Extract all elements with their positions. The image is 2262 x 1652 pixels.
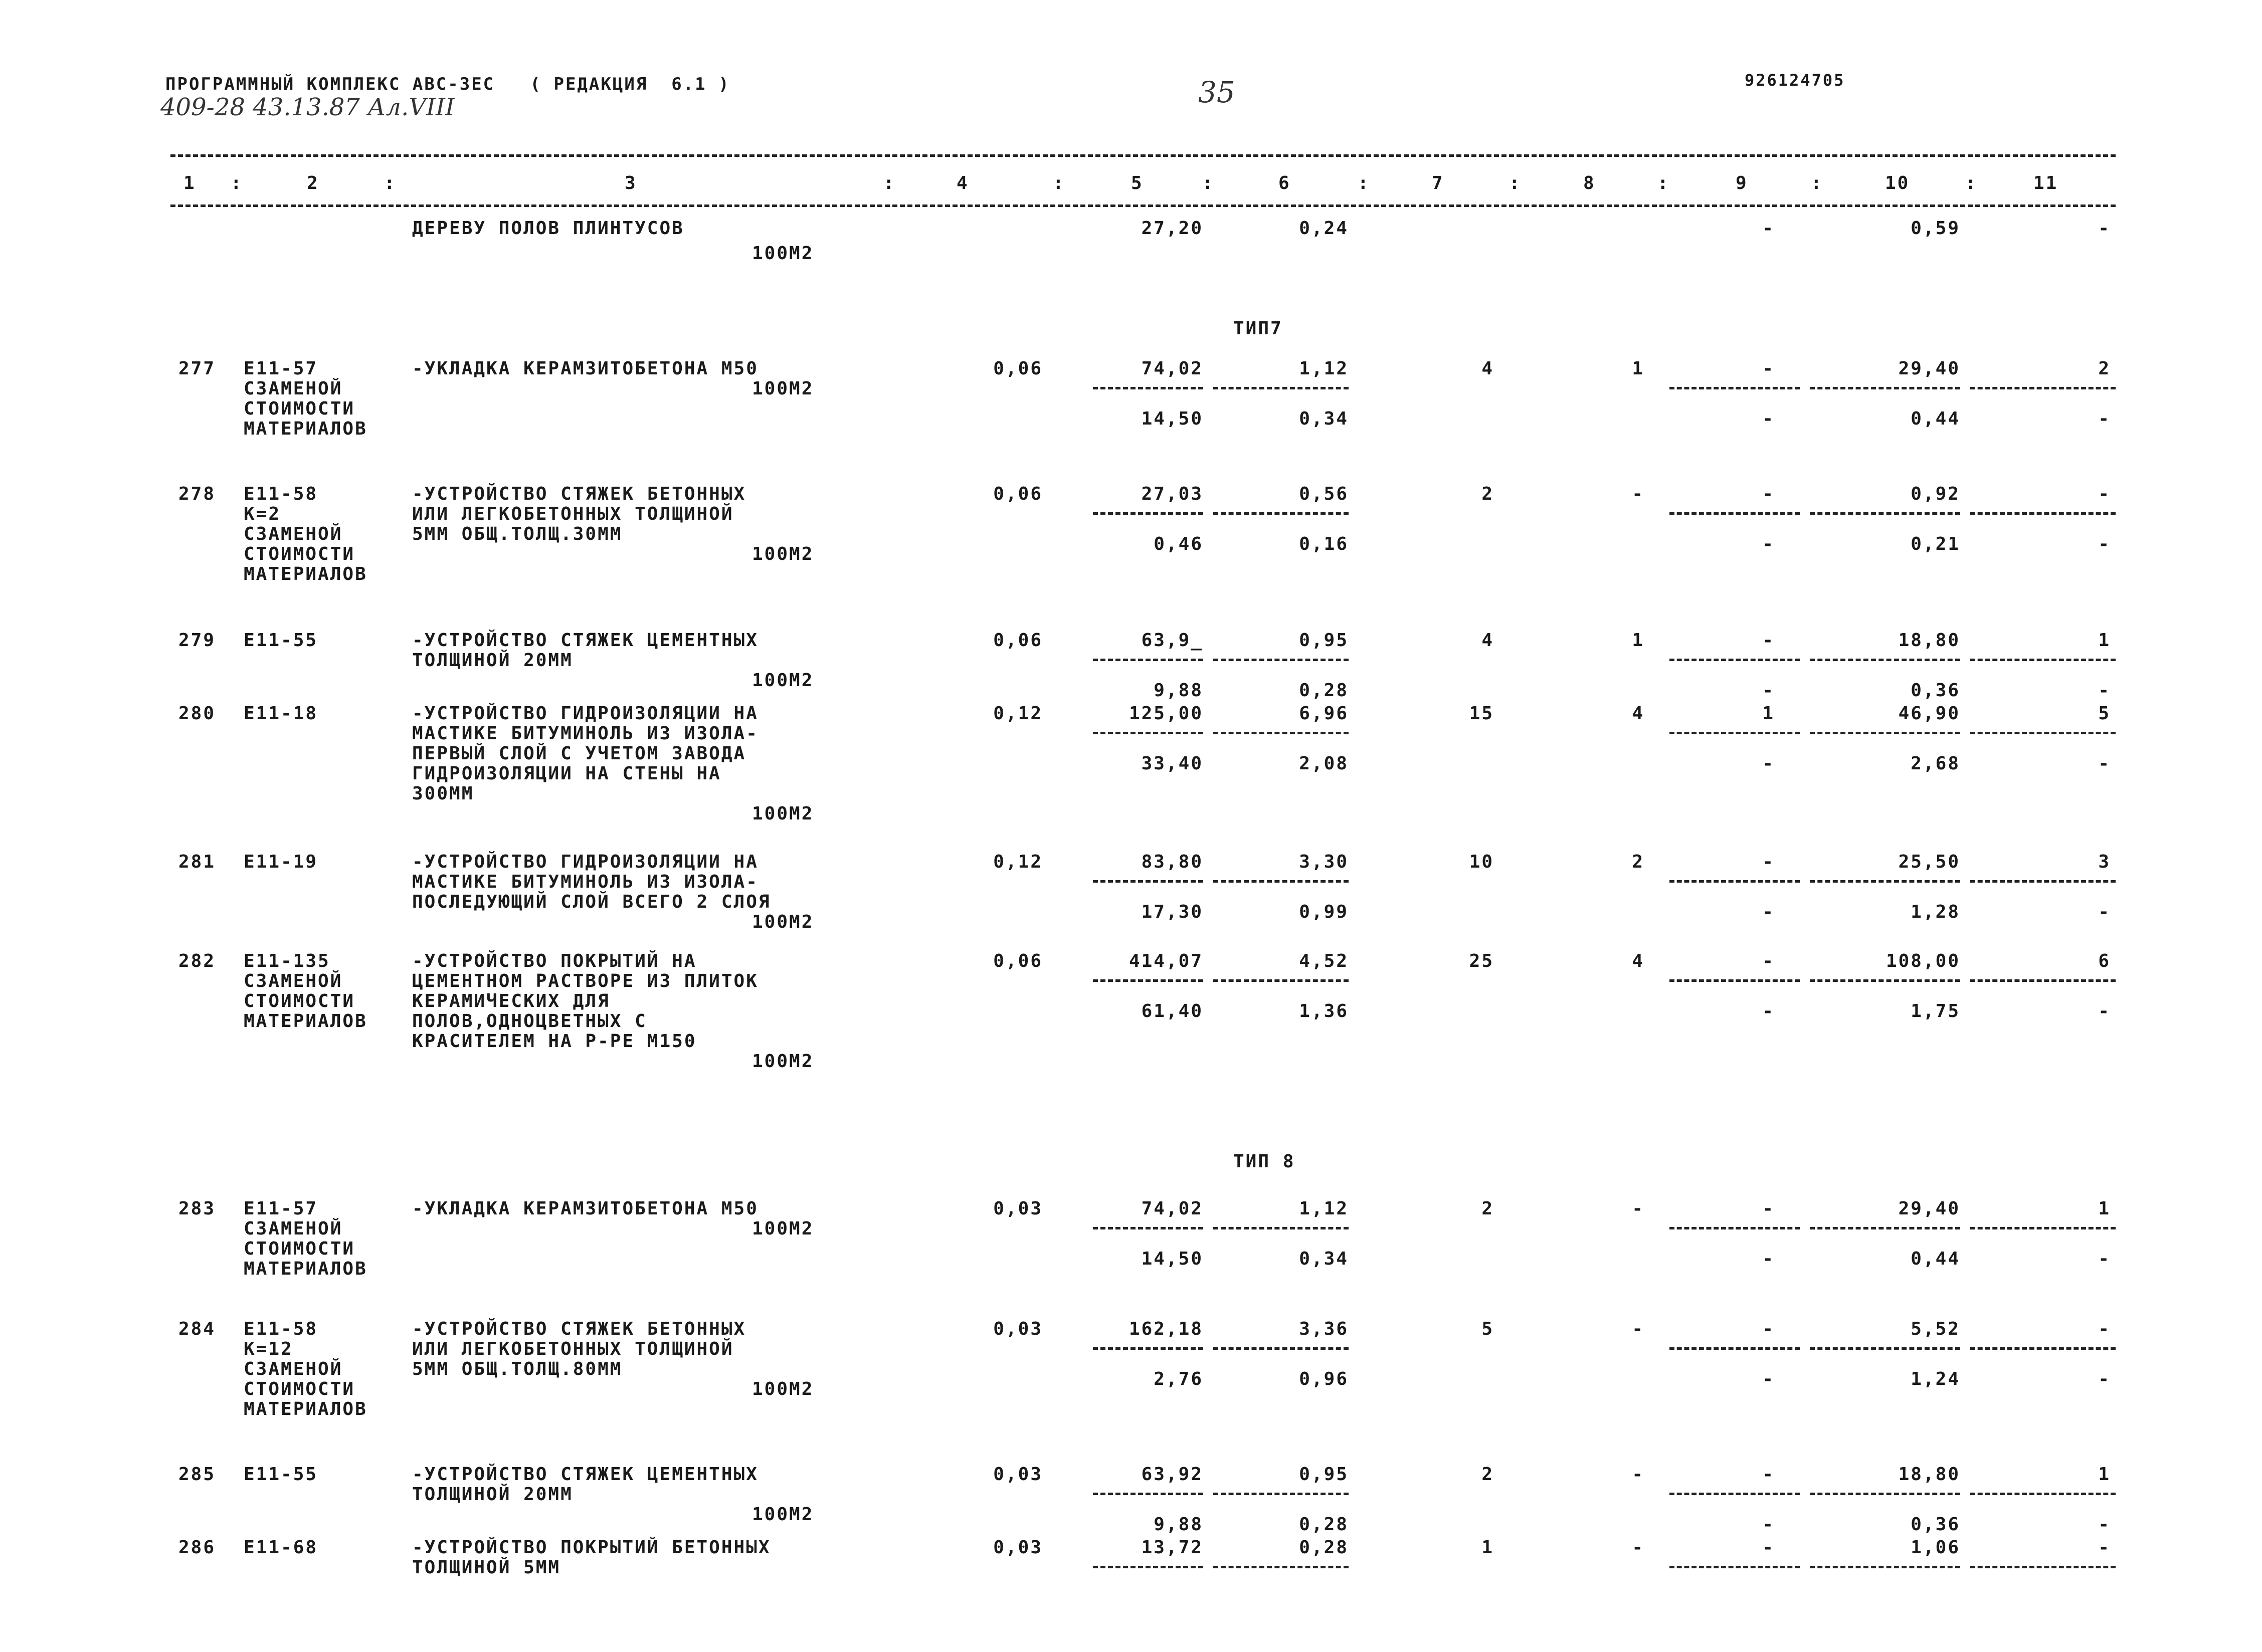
cell-c9: - bbox=[1762, 852, 1775, 872]
cell-c9: - bbox=[1762, 484, 1775, 504]
cell-c6-material: 0,28 bbox=[1299, 1514, 1349, 1535]
cell-c10-material: 0,44 bbox=[1911, 1249, 1960, 1269]
row-code: Е11-58 bbox=[244, 484, 318, 504]
value-separator bbox=[1213, 1566, 1349, 1568]
row-description-line: -УСТРОЙСТВО ПОКРЫТИЙ БЕТОННЫХ bbox=[412, 1537, 771, 1558]
cell-c8: 1 bbox=[1632, 630, 1644, 651]
cell-c9: - bbox=[1762, 1319, 1775, 1339]
row-code: Е11-135 bbox=[244, 951, 330, 971]
header-rule-bottom bbox=[170, 204, 2116, 207]
row-description-line: ГИДРОИЗОЛЯЦИИ НА СТЕНЫ НА bbox=[412, 763, 721, 784]
row-description-line: ТОЛЩИНОЙ 20ММ bbox=[412, 650, 573, 671]
value-separator bbox=[1213, 387, 1349, 389]
cell-c5: 74,02 bbox=[1141, 358, 1203, 379]
cell-c7: 25 bbox=[1469, 951, 1494, 971]
cell-c10-material: 1,24 bbox=[1911, 1369, 1960, 1389]
row-unit: 100М2 bbox=[752, 1504, 814, 1525]
cell-c5: 27,03 bbox=[1141, 484, 1203, 504]
cell-c8: - bbox=[1632, 1464, 1644, 1485]
cell-c5-material: 9,88 bbox=[1154, 1514, 1203, 1535]
cell-c9-material: - bbox=[1762, 1514, 1775, 1535]
value-separator bbox=[1669, 1566, 1800, 1568]
value-separator bbox=[1093, 1566, 1203, 1568]
cell-c5: 414,07 bbox=[1128, 951, 1203, 971]
cell-c11-material: - bbox=[2098, 1249, 2111, 1269]
row-code-note: С3АМЕНОЙ bbox=[244, 971, 343, 991]
row-unit: 100М2 bbox=[752, 912, 814, 932]
cell-c6: 0,28 bbox=[1299, 1537, 1349, 1558]
row-number: 281 bbox=[178, 852, 216, 872]
value-separator bbox=[1970, 1493, 2116, 1495]
value-separator bbox=[1810, 1347, 1960, 1350]
cell-c7: 5 bbox=[1481, 1319, 1494, 1339]
row-description-line: ИЛИ ЛЕГКОБЕТОННЫХ ТОЛЩИНОЙ bbox=[412, 1339, 734, 1359]
col-sep: : bbox=[1053, 173, 1065, 193]
cell-c11-material: - bbox=[2098, 753, 2111, 774]
cell-c4: 0,06 bbox=[993, 630, 1043, 651]
cell-c10-material: 0,36 bbox=[1911, 680, 1960, 701]
cell-c5: 83,80 bbox=[1141, 852, 1203, 872]
cell-c9-material: - bbox=[1762, 680, 1775, 701]
cell-c5: 63,92 bbox=[1141, 1464, 1203, 1485]
value-separator bbox=[1093, 1347, 1203, 1350]
cell-c10: 25,50 bbox=[1898, 852, 1960, 872]
value-separator bbox=[1669, 512, 1800, 515]
row-code-note: МАТЕРИАЛОВ bbox=[244, 1259, 367, 1279]
row-code-note: МАТЕРИАЛОВ bbox=[244, 419, 367, 439]
cell-c5-material: 61,40 bbox=[1141, 1001, 1203, 1021]
cell-c4: 0,12 bbox=[993, 852, 1043, 872]
row-unit: 100М2 bbox=[752, 1379, 814, 1399]
cell-c9: 1 bbox=[1762, 703, 1775, 724]
cell-c4: 0,06 bbox=[993, 358, 1043, 379]
cell-c6-material: 0,16 bbox=[1299, 534, 1349, 554]
value-separator bbox=[1093, 512, 1203, 515]
cell-c10-material: 0,21 bbox=[1911, 534, 1960, 554]
row-unit: 100М2 bbox=[752, 670, 814, 691]
page-number: 35 bbox=[1198, 75, 1235, 109]
row-code: Е11-58 bbox=[244, 1319, 318, 1339]
value-separator bbox=[1669, 1493, 1800, 1495]
value-separator bbox=[1810, 979, 1960, 982]
row-description-line: -УСТРОЙСТВО ГИДРОИЗОЛЯЦИИ НА bbox=[412, 703, 759, 724]
cell-c5-material: 9,88 bbox=[1154, 680, 1203, 701]
cell-c6-material: 0,99 bbox=[1299, 902, 1349, 922]
value-separator bbox=[1970, 1347, 2116, 1350]
cell-c8: - bbox=[1632, 1198, 1644, 1219]
row-description-line: -УСТРОЙСТВО ПОКРЫТИЙ НА bbox=[412, 951, 697, 971]
value-separator bbox=[1093, 979, 1203, 982]
value-separator bbox=[1970, 512, 2116, 515]
cell-c10: 1,06 bbox=[1911, 1537, 1960, 1558]
row-description-line: КЕРАМИЧЕСКИХ ДЛЯ bbox=[412, 991, 610, 1011]
cell-c7: 4 bbox=[1481, 630, 1494, 651]
cell-c5: 13,72 bbox=[1141, 1537, 1203, 1558]
value-separator bbox=[1810, 512, 1960, 515]
cell-c6: 0,24 bbox=[1299, 218, 1349, 239]
cell-c9: - bbox=[1762, 358, 1775, 379]
cell-c6: 1,12 bbox=[1299, 358, 1349, 379]
cell-c5-material: 0,46 bbox=[1154, 534, 1203, 554]
row-code-note: СТОИМОСТИ bbox=[244, 991, 355, 1011]
col-2: 2 bbox=[307, 173, 319, 193]
cell-c9: - bbox=[1762, 218, 1775, 239]
value-separator bbox=[1669, 979, 1800, 982]
cell-c7: 2 bbox=[1481, 484, 1494, 504]
cell-c11: 5 bbox=[2098, 703, 2111, 724]
cell-c8: 4 bbox=[1632, 951, 1644, 971]
col-6: 6 bbox=[1278, 173, 1291, 193]
row-description-line: -УСТРОЙСТВО СТЯЖЕК ЦЕМЕНТНЫХ bbox=[412, 630, 759, 651]
value-separator bbox=[1093, 732, 1203, 734]
row-code-note: МАТЕРИАЛОВ bbox=[244, 1399, 367, 1419]
row-description-line: ПОЛОВ,ОДНОЦВЕТНЫХ С bbox=[412, 1011, 647, 1031]
value-separator bbox=[1213, 1493, 1349, 1495]
col-4: 4 bbox=[957, 173, 969, 193]
cell-c11-material: - bbox=[2098, 680, 2111, 701]
cell-c10: 0,92 bbox=[1911, 484, 1960, 504]
cell-c11: 1 bbox=[2098, 1198, 2111, 1219]
cell-c6: 3,30 bbox=[1299, 852, 1349, 872]
row-code-note: К=2 bbox=[244, 504, 281, 524]
value-separator bbox=[1669, 659, 1800, 661]
value-separator bbox=[1213, 512, 1349, 515]
row-description-line: -УСТРОЙСТВО СТЯЖЕК БЕТОННЫХ bbox=[412, 1319, 746, 1339]
col-5: 5 bbox=[1131, 173, 1144, 193]
row-code: Е11-18 bbox=[244, 703, 318, 724]
cell-c9: - bbox=[1762, 1464, 1775, 1485]
row-unit: 100М2 bbox=[752, 243, 814, 264]
col-sep: : bbox=[1358, 173, 1370, 193]
value-separator bbox=[1093, 1227, 1203, 1229]
value-separator bbox=[1093, 880, 1203, 883]
cell-c7: 10 bbox=[1469, 852, 1494, 872]
row-number: 282 bbox=[178, 951, 216, 971]
row-description-line: ТОЛЩИНОЙ 5ММ bbox=[412, 1557, 561, 1578]
col-sep: : bbox=[384, 173, 397, 193]
cell-c4: 0,03 bbox=[993, 1319, 1043, 1339]
cell-c5: 74,02 bbox=[1141, 1198, 1203, 1219]
cell-c9: - bbox=[1762, 951, 1775, 971]
row-code-note: С3АМЕНОЙ bbox=[244, 378, 343, 399]
row-code: Е11-55 bbox=[244, 630, 318, 651]
value-separator bbox=[1213, 880, 1349, 883]
col-sep: : bbox=[1657, 173, 1670, 193]
row-number: 285 bbox=[178, 1464, 216, 1485]
value-separator bbox=[1093, 387, 1203, 389]
cell-c6-material: 0,28 bbox=[1299, 680, 1349, 701]
cell-c11-material: - bbox=[2098, 902, 2111, 922]
cell-c9: - bbox=[1762, 630, 1775, 651]
col-sep: : bbox=[883, 173, 896, 193]
cell-c5: 125,00 bbox=[1128, 703, 1203, 724]
cell-c10: 29,40 bbox=[1898, 1198, 1960, 1219]
cell-c10-material: 1,28 bbox=[1911, 902, 1960, 922]
cell-c4: 0,03 bbox=[993, 1537, 1043, 1558]
value-separator bbox=[1669, 880, 1800, 883]
row-code-note: С3АМЕНОЙ bbox=[244, 1218, 343, 1239]
cell-c6: 0,56 bbox=[1299, 484, 1349, 504]
cell-c8: 1 bbox=[1632, 358, 1644, 379]
cell-c9: - bbox=[1762, 1198, 1775, 1219]
row-number: 283 bbox=[178, 1198, 216, 1219]
row-description-line: ЦЕМЕНТНОМ РАСТВОРЕ ИЗ ПЛИТОК bbox=[412, 971, 759, 991]
col-sep: : bbox=[1202, 173, 1215, 193]
cell-c6: 0,95 bbox=[1299, 630, 1349, 651]
row-unit: 100М2 bbox=[752, 378, 814, 399]
value-separator bbox=[1093, 659, 1203, 661]
row-description-line: 5ММ ОБЩ.ТОЛЩ.30ММ bbox=[412, 524, 623, 544]
value-separator bbox=[1810, 732, 1960, 734]
col-8: 8 bbox=[1583, 173, 1596, 193]
cell-c9-material: - bbox=[1762, 1249, 1775, 1269]
col-sep: : bbox=[1509, 173, 1522, 193]
value-separator bbox=[1970, 732, 2116, 734]
row-description-line: ПОСЛЕДУЮЩИЙ СЛОЙ ВСЕГО 2 СЛОЯ bbox=[412, 892, 771, 912]
row-description-line: ТОЛЩИНОЙ 20ММ bbox=[412, 1484, 573, 1505]
row-number: 280 bbox=[178, 703, 216, 724]
row-code: Е11-57 bbox=[244, 1198, 318, 1219]
cell-c11-material: - bbox=[2098, 1514, 2111, 1535]
value-separator bbox=[1810, 880, 1960, 883]
row-unit: 100М2 bbox=[752, 1051, 814, 1072]
row-code: Е11-55 bbox=[244, 1464, 318, 1485]
value-separator bbox=[1970, 979, 2116, 982]
col-10: 10 bbox=[1885, 173, 1910, 193]
cell-c9: - bbox=[1762, 1537, 1775, 1558]
cell-c11-material: - bbox=[2098, 408, 2111, 429]
row-description: ДЕРЕВУ ПОЛОВ ПЛИНТУСОВ bbox=[412, 218, 684, 239]
row-unit: 100М2 bbox=[752, 544, 814, 564]
row-description-line: -УСТРОЙСТВО СТЯЖЕК БЕТОННЫХ bbox=[412, 484, 746, 504]
cell-c9-material: - bbox=[1762, 1001, 1775, 1021]
row-number: 284 bbox=[178, 1319, 216, 1339]
cell-c6: 0,95 bbox=[1299, 1464, 1349, 1485]
cell-c4: 0,03 bbox=[993, 1464, 1043, 1485]
row-description-line: -УСТРОЙСТВО ГИДРОИЗОЛЯЦИИ НА bbox=[412, 852, 759, 872]
cell-c5: 162,18 bbox=[1128, 1319, 1203, 1339]
row-description-line: -УСТРОЙСТВО СТЯЖЕК ЦЕМЕНТНЫХ bbox=[412, 1464, 759, 1485]
cell-c5-material: 14,50 bbox=[1141, 1249, 1203, 1269]
cell-c9-material: - bbox=[1762, 753, 1775, 774]
row-description-line: МАСТИКЕ БИТУМИНОЛЬ ИЗ ИЗОЛА- bbox=[412, 872, 759, 892]
cell-c10-material: 1,75 bbox=[1911, 1001, 1960, 1021]
cell-c6: 3,36 bbox=[1299, 1319, 1349, 1339]
cell-c7: 15 bbox=[1469, 703, 1494, 724]
cell-c6-material: 0,34 bbox=[1299, 1249, 1349, 1269]
cell-c8: 4 bbox=[1632, 703, 1644, 724]
cell-c11-material: - bbox=[2098, 1001, 2111, 1021]
value-separator bbox=[1970, 659, 2116, 661]
row-unit: 100М2 bbox=[752, 1218, 814, 1239]
value-separator bbox=[1970, 387, 2116, 389]
cell-c11: 1 bbox=[2098, 630, 2111, 651]
value-separator bbox=[1970, 1227, 2116, 1229]
row-description-line: МАСТИКЕ БИТУМИНОЛЬ ИЗ ИЗОЛА- bbox=[412, 723, 759, 744]
col-sep: : bbox=[1811, 173, 1823, 193]
cell-c4: 0,12 bbox=[993, 703, 1043, 724]
col-7: 7 bbox=[1432, 173, 1444, 193]
cell-c10: 0,59 bbox=[1911, 218, 1960, 239]
row-number: 279 bbox=[178, 630, 216, 651]
row-description-line: 5ММ ОБЩ.ТОЛЩ.80ММ bbox=[412, 1359, 623, 1379]
cell-c9-material: - bbox=[1762, 902, 1775, 922]
cell-c6-material: 2,08 bbox=[1299, 753, 1349, 774]
row-code-note: СТОИМОСТИ bbox=[244, 1379, 355, 1399]
cell-c9-material: - bbox=[1762, 1369, 1775, 1389]
cell-c6-material: 1,36 bbox=[1299, 1001, 1349, 1021]
cell-c8: - bbox=[1632, 1319, 1644, 1339]
cell-c4: 0,06 bbox=[993, 484, 1043, 504]
cell-c10: 108,00 bbox=[1886, 951, 1960, 971]
value-separator bbox=[1213, 732, 1349, 734]
row-code-note: СТОИМОСТИ bbox=[244, 398, 355, 419]
value-separator bbox=[1810, 659, 1960, 661]
header-rule-top bbox=[170, 154, 2116, 157]
section-heading-type7: ТИП7 bbox=[1233, 318, 1283, 339]
cell-c10-material: 0,44 bbox=[1911, 408, 1960, 429]
cell-c10: 29,40 bbox=[1898, 358, 1960, 379]
row-code: Е11-68 bbox=[244, 1537, 318, 1558]
row-description-line: -УКЛАДКА КЕРАМЗИТОБЕТОНА М50 bbox=[412, 358, 759, 379]
value-separator bbox=[1213, 1227, 1349, 1229]
cell-c6: 1,12 bbox=[1299, 1198, 1349, 1219]
handwritten-code: 409-28 43.13.87 Ал.VIII bbox=[160, 93, 455, 121]
row-code: Е11-19 bbox=[244, 852, 318, 872]
row-code-note: МАТЕРИАЛОВ bbox=[244, 1011, 367, 1031]
row-description-line: -УКЛАДКА КЕРАМЗИТОБЕТОНА М50 bbox=[412, 1198, 759, 1219]
row-code-note: МАТЕРИАЛОВ bbox=[244, 564, 367, 584]
cell-c10-material: 2,68 bbox=[1911, 753, 1960, 774]
cell-c11: 1 bbox=[2098, 1464, 2111, 1485]
cell-c11: 6 bbox=[2098, 951, 2111, 971]
col-3: 3 bbox=[625, 173, 637, 193]
row-code-note: СТОИМОСТИ bbox=[244, 544, 355, 564]
value-separator bbox=[1669, 387, 1800, 389]
row-number: 278 bbox=[178, 484, 216, 504]
cell-c6-material: 0,34 bbox=[1299, 408, 1349, 429]
cell-c5: 63,9_ bbox=[1141, 630, 1203, 651]
cell-c6: 6,96 bbox=[1299, 703, 1349, 724]
row-description-line: КРАСИТЕЛЕМ НА Р-РЕ М150 bbox=[412, 1031, 697, 1052]
value-separator bbox=[1213, 659, 1349, 661]
value-separator bbox=[1810, 387, 1960, 389]
cell-c10: 18,80 bbox=[1898, 1464, 1960, 1485]
cell-c5-material: 17,30 bbox=[1141, 902, 1203, 922]
cell-c7: 2 bbox=[1481, 1464, 1494, 1485]
program-title: ПРОГРАММНЫЙ КОМПЛЕКС АВС-3ЕС ( РЕДАКЦИЯ 6.1 ) bbox=[165, 74, 730, 94]
value-separator bbox=[1810, 1227, 1960, 1229]
cell-c11: - bbox=[2098, 1319, 2111, 1339]
cell-c11: - bbox=[2098, 218, 2111, 239]
cell-c7: 4 bbox=[1481, 358, 1494, 379]
value-separator bbox=[1669, 732, 1800, 734]
document-id: 926124705 bbox=[1745, 71, 1845, 90]
value-separator bbox=[1810, 1566, 1960, 1568]
cell-c10: 18,80 bbox=[1898, 630, 1960, 651]
value-separator bbox=[1669, 1227, 1800, 1229]
col-1: 1 bbox=[183, 173, 196, 193]
cell-c9-material: - bbox=[1762, 408, 1775, 429]
cell-c10-material: 0,36 bbox=[1911, 1514, 1960, 1535]
row-code-note: К=12 bbox=[244, 1339, 293, 1359]
cell-c4: 0,06 bbox=[993, 951, 1043, 971]
cell-c9-material: - bbox=[1762, 534, 1775, 554]
row-description-line: 300ММ bbox=[412, 783, 474, 804]
row-code-note: С3АМЕНОЙ bbox=[244, 1359, 343, 1379]
cell-c6: 4,52 bbox=[1299, 951, 1349, 971]
cell-c6-material: 0,96 bbox=[1299, 1369, 1349, 1389]
cell-c11: 3 bbox=[2098, 852, 2111, 872]
cell-c11: - bbox=[2098, 1537, 2111, 1558]
cell-c7: 2 bbox=[1481, 1198, 1494, 1219]
value-separator bbox=[1213, 979, 1349, 982]
row-code: Е11-57 bbox=[244, 358, 318, 379]
cell-c4: 0,03 bbox=[993, 1198, 1043, 1219]
row-number: 277 bbox=[178, 358, 216, 379]
row-code-note: СТОИМОСТИ bbox=[244, 1238, 355, 1259]
col-11: 11 bbox=[2033, 173, 2058, 193]
row-number: 286 bbox=[178, 1537, 216, 1558]
row-description-line: ПЕРВЫЙ СЛОЙ С УЧЕТОМ ЗАВОДА bbox=[412, 743, 746, 764]
col-sep: : bbox=[1965, 173, 1978, 193]
cell-c8: - bbox=[1632, 1537, 1644, 1558]
row-code-note: С3АМЕНОЙ bbox=[244, 524, 343, 544]
value-separator bbox=[1669, 1347, 1800, 1350]
value-separator bbox=[1970, 1566, 2116, 1568]
cell-c11: 2 bbox=[2098, 358, 2111, 379]
cell-c11-material: - bbox=[2098, 534, 2111, 554]
col-sep: : bbox=[231, 173, 243, 193]
cell-c8: - bbox=[1632, 484, 1644, 504]
cell-c5: 27,20 bbox=[1141, 218, 1203, 239]
cell-c11: - bbox=[2098, 484, 2111, 504]
value-separator bbox=[1213, 1347, 1349, 1350]
cell-c5-material: 33,40 bbox=[1141, 753, 1203, 774]
cell-c10: 5,52 bbox=[1911, 1319, 1960, 1339]
value-separator bbox=[1093, 1493, 1203, 1495]
value-separator bbox=[1970, 880, 2116, 883]
cell-c8: 2 bbox=[1632, 852, 1644, 872]
cell-c11-material: - bbox=[2098, 1369, 2111, 1389]
row-unit: 100М2 bbox=[752, 803, 814, 824]
cell-c5-material: 2,76 bbox=[1154, 1369, 1203, 1389]
row-description-line: ИЛИ ЛЕГКОБЕТОННЫХ ТОЛЩИНОЙ bbox=[412, 504, 734, 524]
section-heading-type8: ТИП 8 bbox=[1233, 1151, 1295, 1172]
cell-c10: 46,90 bbox=[1898, 703, 1960, 724]
cell-c7: 1 bbox=[1481, 1537, 1494, 1558]
col-9: 9 bbox=[1736, 173, 1748, 193]
cell-c5-material: 14,50 bbox=[1141, 408, 1203, 429]
value-separator bbox=[1810, 1493, 1960, 1495]
